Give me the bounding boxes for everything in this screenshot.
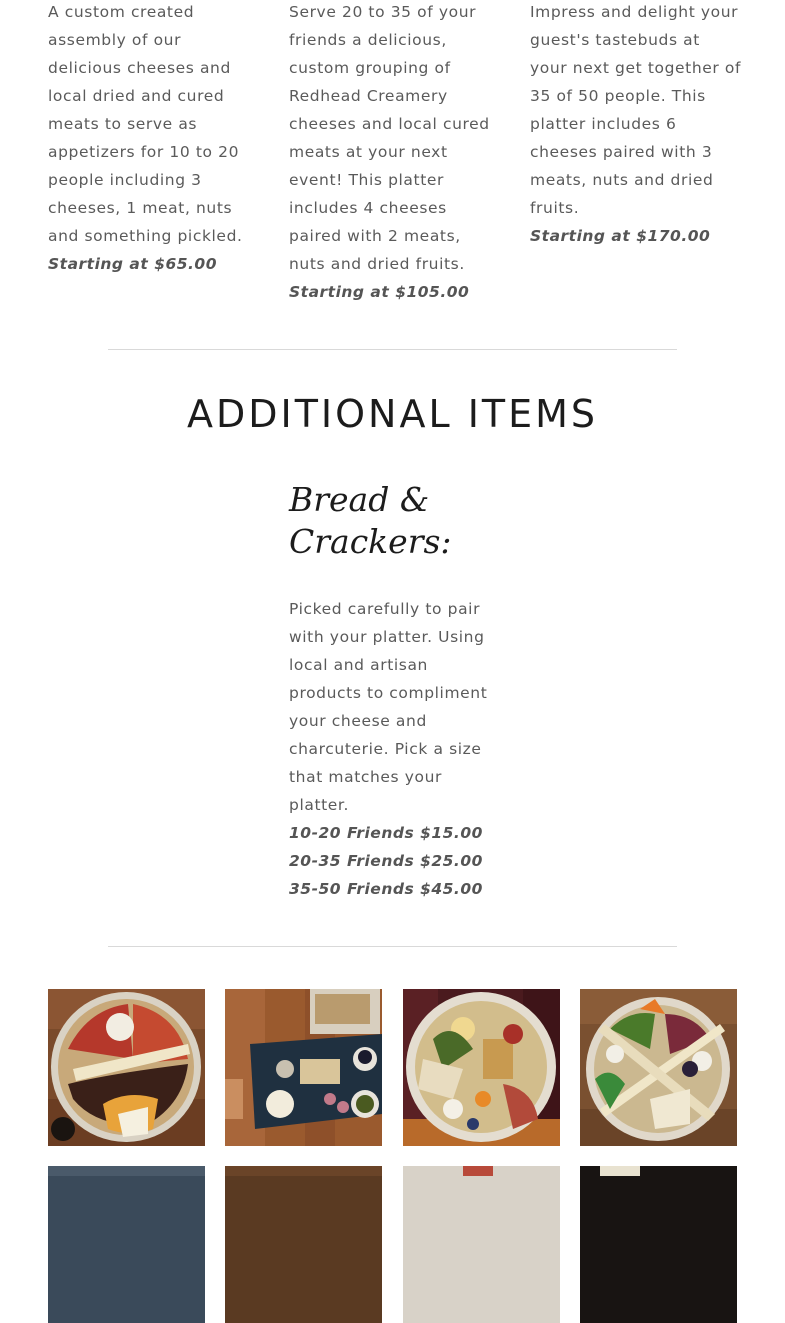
section-title: ADDITIONAL ITEMS [186, 392, 599, 436]
platter-description: A custom created assembly of our delicious cheeses and local dried and cured meats to serve as appetizers for 10 to 20 people including 3 cheeses, 1 meat, nuts and something pickled. [48, 3, 243, 245]
section-divider [108, 946, 677, 947]
gallery-image-divided-platter[interactable] [580, 989, 737, 1146]
bread-price-medium: 20-35 Friends $25.00 [289, 852, 483, 870]
gallery-photo [48, 1166, 205, 1323]
platter-price: Starting at $105.00 [289, 283, 470, 301]
bread-section [289, 595, 499, 903]
platter-description: Impress and delight your guest's tastebuds at your next get together of 35 of 50 people. This platter includes 6 cheeses paired with 3 meats, nuts and dried fruits. [530, 3, 742, 217]
gallery-image[interactable] [580, 1166, 737, 1323]
divided-platter-photo [580, 989, 737, 1146]
loaded-platter-photo [403, 989, 560, 1146]
platter-medium [289, 0, 494, 306]
section-divider [108, 349, 677, 350]
round-platter-photo [48, 989, 205, 1146]
platter-price: Starting at $65.00 [48, 255, 218, 273]
bread-price-small: 10-20 Friends $15.00 [289, 824, 483, 842]
gallery-photo [225, 1166, 382, 1323]
platter-price: Starting at $170.00 [530, 227, 711, 245]
slate-board-photo [225, 989, 382, 1146]
gallery-image[interactable] [403, 1166, 560, 1323]
gallery-photo [403, 1166, 560, 1323]
bread-price-large: 35-50 Friends $45.00 [289, 880, 483, 898]
gallery-image[interactable] [48, 1166, 205, 1323]
bread-description: Picked carefully to pair with your platter. Using local and artisan products to compliment your cheese and charcuterie. Pick a size that matches your platter. [289, 600, 488, 814]
platter-description: Serve 20 to 35 of your friends a delicious, custom grouping of Redhead Creamery cheeses and local cured meats at your next event! This platter includes 4 cheeses paired with 2 meats, nuts and dried fruits. [289, 3, 490, 273]
platter-large [530, 0, 742, 250]
gallery-photo [580, 1166, 737, 1323]
gallery-image-slate-board[interactable] [225, 989, 382, 1146]
gallery-image[interactable] [225, 1166, 382, 1323]
bread-title: Bread & Crackers: [289, 480, 452, 561]
gallery-image-loaded-platter[interactable] [403, 989, 560, 1146]
platter-small [48, 0, 248, 278]
gallery-image-round-platter[interactable] [48, 989, 205, 1146]
